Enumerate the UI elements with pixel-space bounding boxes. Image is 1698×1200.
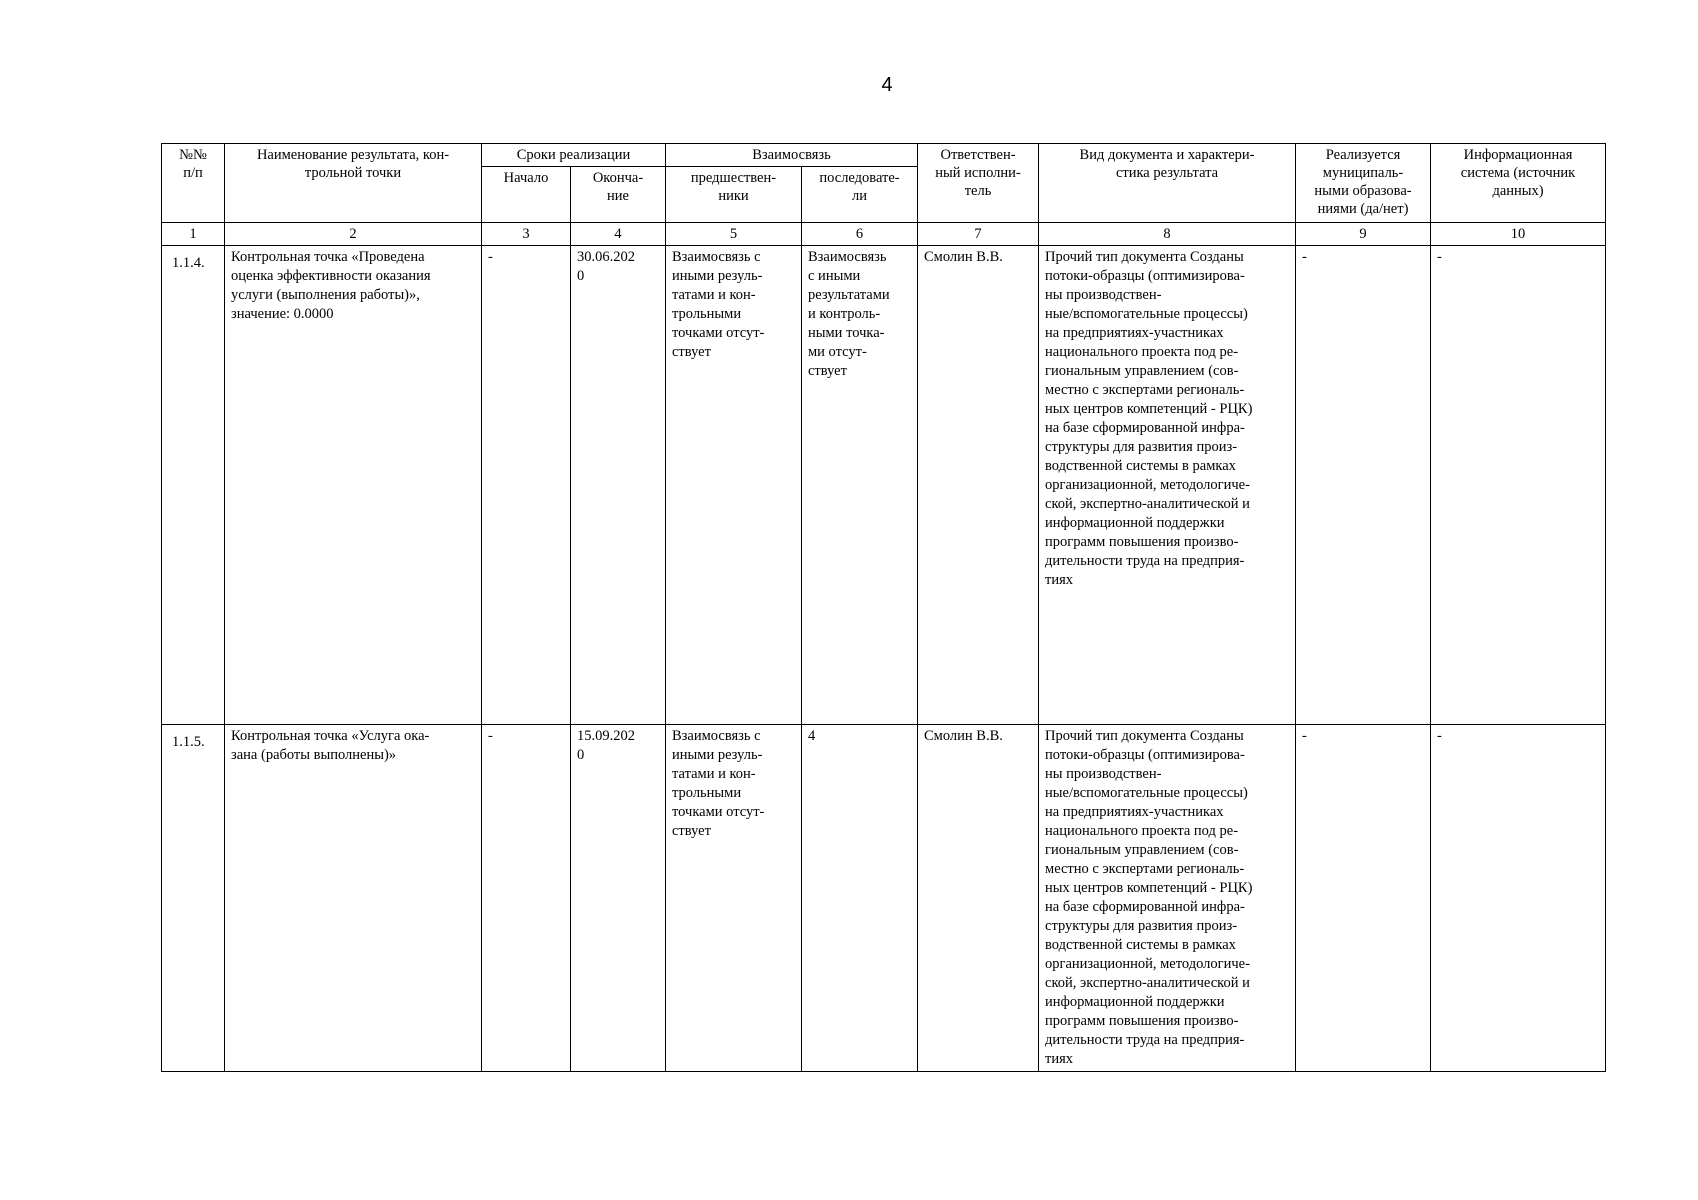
header-num: №№ п/п <box>162 144 225 223</box>
row-prev: Взаимосвязь с иными резуль- татами и кон- трольными точками отсут- ствует <box>666 246 802 725</box>
column-number: 6 <box>802 223 918 246</box>
header-info-system: Информационная система (источник данных) <box>1431 144 1606 223</box>
row-municipal: - <box>1296 725 1431 1072</box>
row-start: - <box>482 246 571 725</box>
header-doc-type: Вид документа и характери- стика результата <box>1039 144 1296 223</box>
header-terms-end: Оконча- ние <box>571 167 666 223</box>
row-name: Контрольная точка «Проведена оценка эффективности оказания услуги (выполнения работы)», значение: 0.0000 <box>225 246 482 725</box>
row-next: Взаимосвязь с иными результатами и контроль- ными точка- ми отсут- ствует <box>802 246 918 725</box>
row-number: 1.1.5. <box>162 725 225 1072</box>
column-number: 1 <box>162 223 225 246</box>
header-relation: Взаимосвязь <box>666 144 918 167</box>
column-number: 7 <box>918 223 1039 246</box>
table-row <box>162 725 1606 1072</box>
row-responsible: Смолин В.В. <box>918 246 1039 725</box>
page-number: 4 <box>881 74 893 96</box>
table-row <box>162 246 1606 725</box>
row-end: 30.06.202 0 <box>571 246 666 725</box>
column-number: 2 <box>225 223 482 246</box>
row-responsible: Смолин В.В. <box>918 725 1039 1072</box>
row-number: 1.1.4. <box>162 246 225 725</box>
header-responsible: Ответствен- ный исполни- тель <box>918 144 1039 223</box>
column-number: 10 <box>1431 223 1606 246</box>
column-number: 3 <box>482 223 571 246</box>
row-start: - <box>482 725 571 1072</box>
row-next: 4 <box>802 725 918 1072</box>
row-municipal: - <box>1296 246 1431 725</box>
header-municipal: Реализуется муниципаль- ными образова- ниями (да/нет) <box>1296 144 1431 223</box>
row-info-system: - <box>1431 246 1606 725</box>
column-number: 8 <box>1039 223 1296 246</box>
column-number: 9 <box>1296 223 1431 246</box>
header-relation-prev: предшествен- ники <box>666 167 802 223</box>
row-doc-type: Прочий тип документа Созданы потоки-образцы (оптимизирова- ны производствен- ные/вспомогательные процессы) на предприятиях-участниках национального проекта под ре- гиональным управлением (сов- местно с экспертами региональ- ных центров компетенций - РЦК) на базе сформированной инфра- структуры для развития произ- водственной системы в рамках организационной, методологиче- ской, экспертно-аналитической и информационной поддержки программ повышения произво- дительности труда на предприя- тиях <box>1039 246 1296 725</box>
results-table <box>161 143 1606 1072</box>
row-info-system: - <box>1431 725 1606 1072</box>
row-name: Контрольная точка «Услуга ока- зана (работы выполнены)» <box>225 725 482 1072</box>
column-numbers-row <box>162 223 1606 246</box>
row-doc-type: Прочий тип документа Созданы потоки-образцы (оптимизирова- ны производствен- ные/вспомогательные процессы) на предприятиях-участниках национального проекта под ре- гиональным управлением (сов- местно с экспертами региональ- ных центров компетенций - РЦК) на базе сформированной инфра- структуры для развития произ- водственной системы в рамках организационной, методологиче- ской, экспертно-аналитической и информационной поддержки программ повышения произво- дительности труда на предприя- тиях <box>1039 725 1296 1072</box>
header-relation-next: последовате- ли <box>802 167 918 223</box>
header-terms-start: Начало <box>482 167 571 223</box>
column-number: 4 <box>571 223 666 246</box>
row-prev: Взаимосвязь с иными резуль- татами и кон- трольными точками отсут- ствует <box>666 725 802 1072</box>
header-row-1 <box>162 144 1606 167</box>
column-number: 5 <box>666 223 802 246</box>
header-terms: Сроки реализации <box>482 144 666 167</box>
row-end: 15.09.202 0 <box>571 725 666 1072</box>
header-name: Наименование результата, кон- трольной точки <box>225 144 482 223</box>
